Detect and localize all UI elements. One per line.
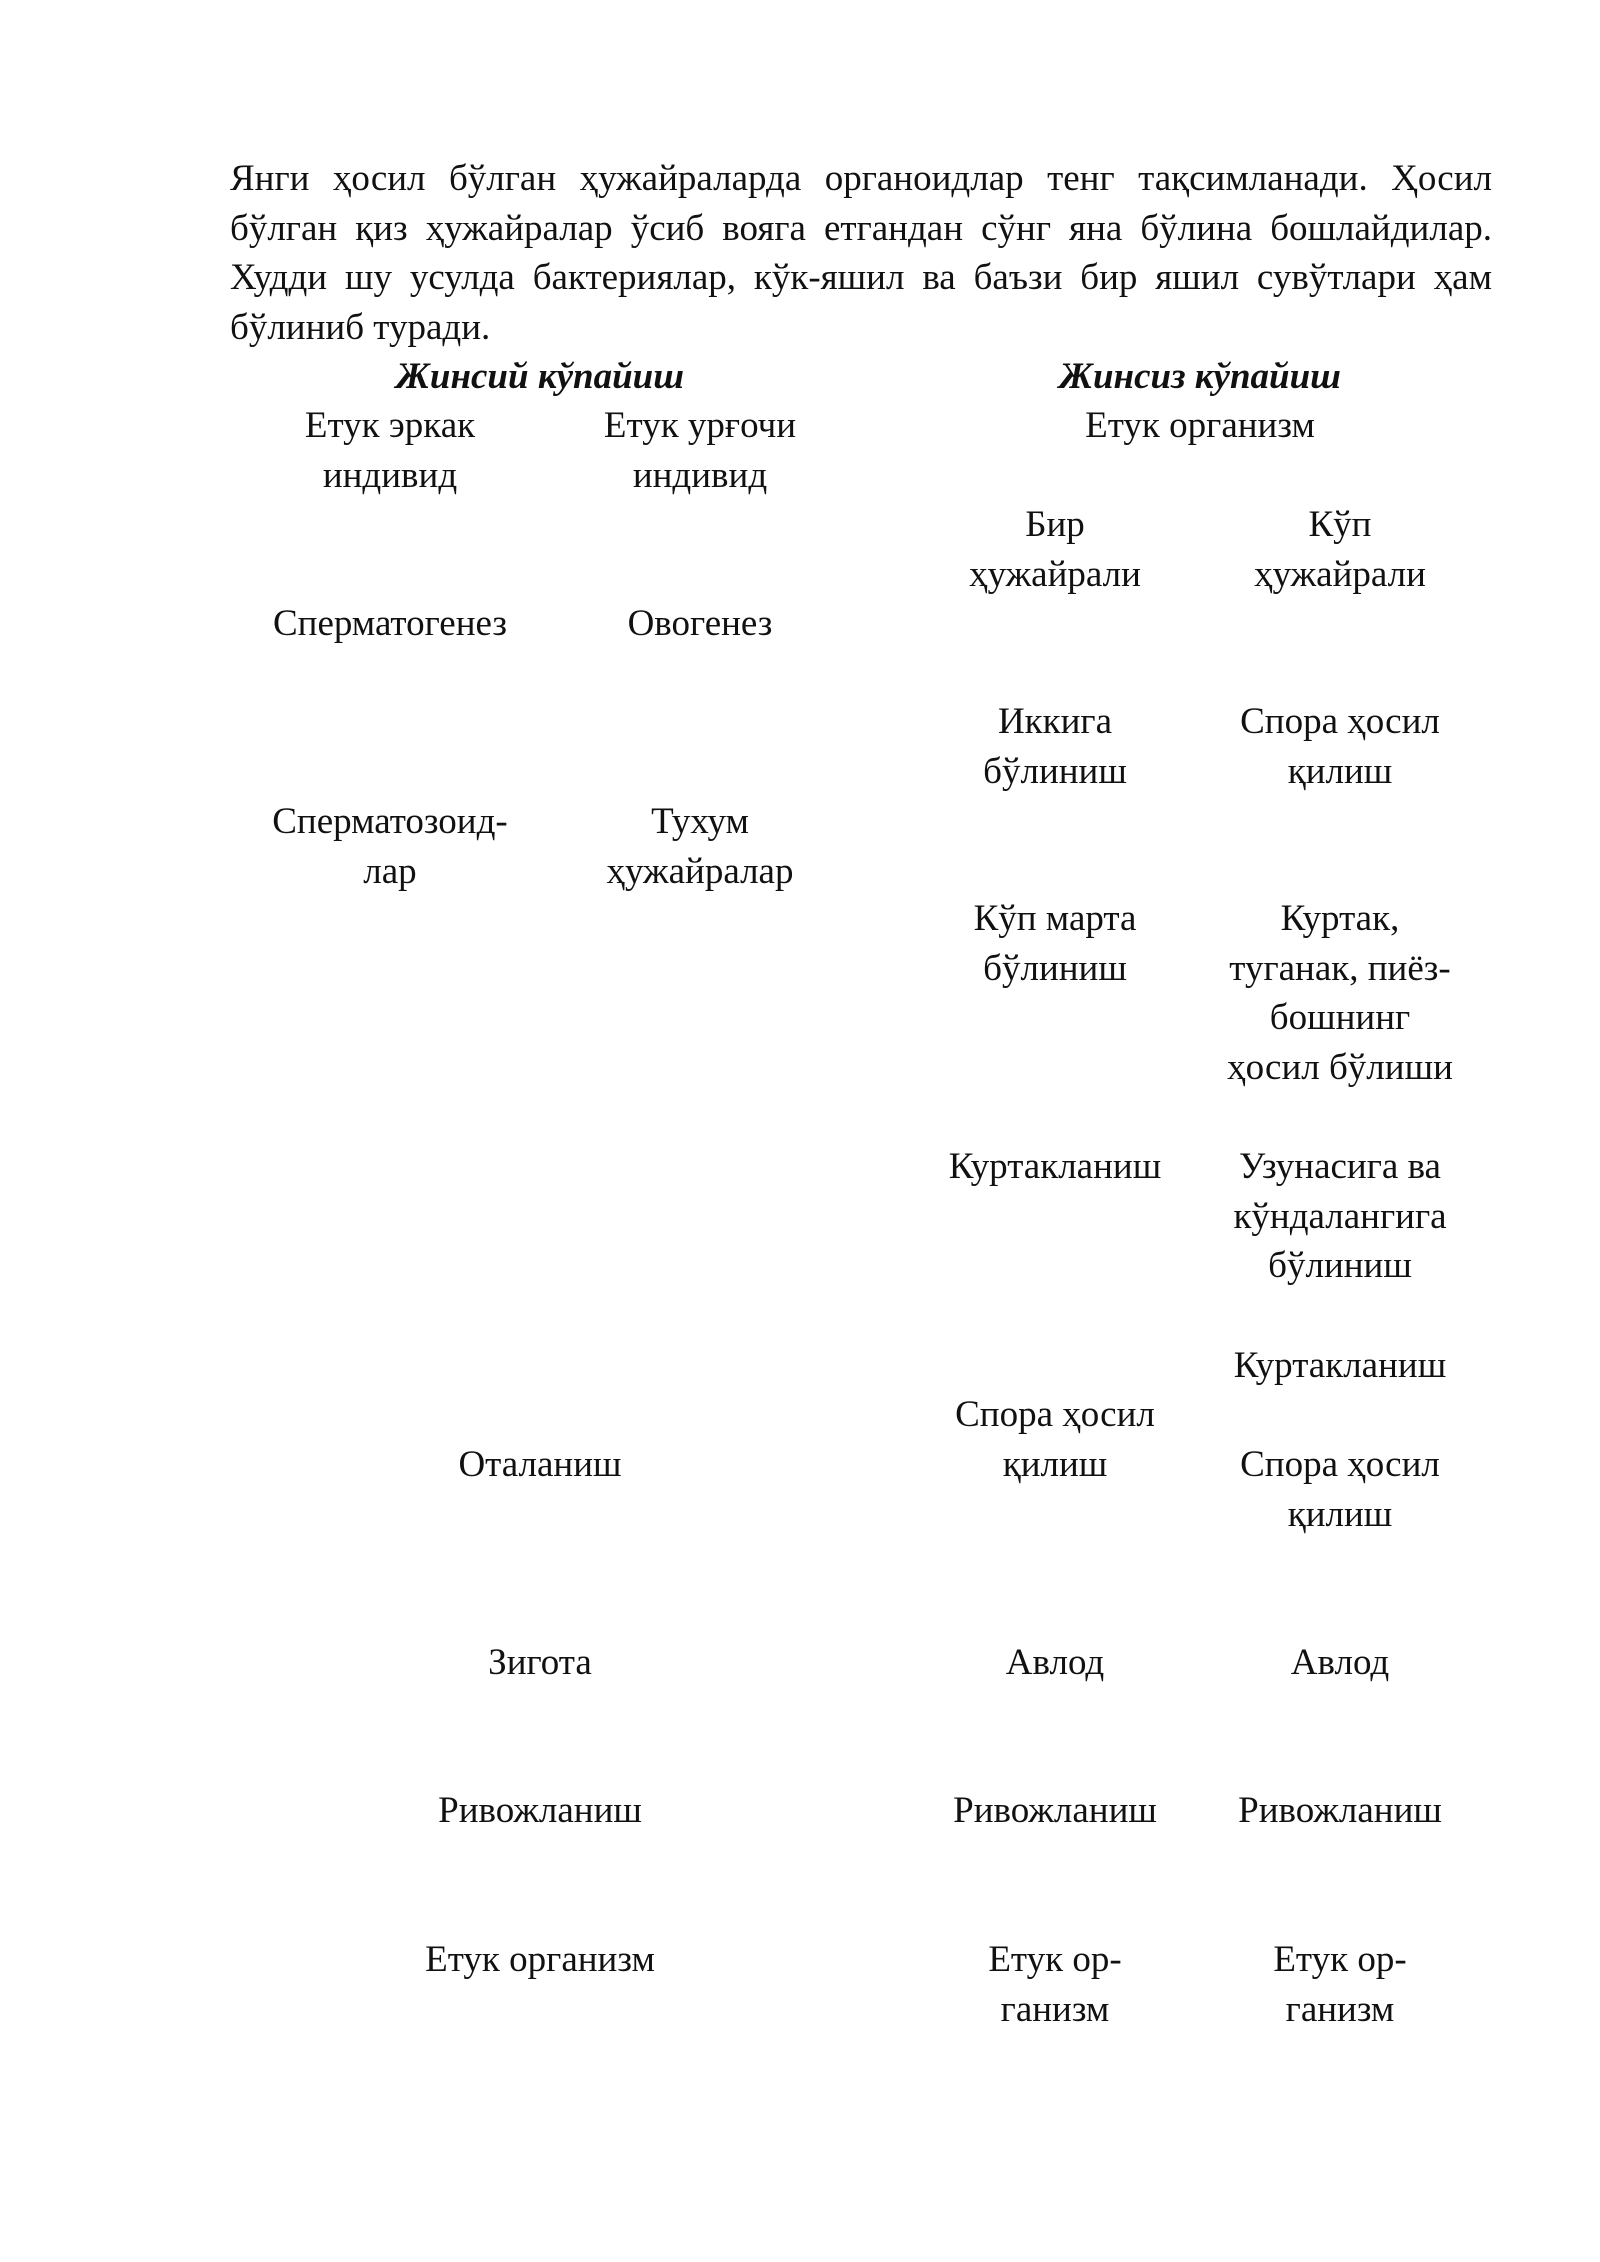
egg-cells: Тухум ҳужайралар — [606, 801, 794, 892]
multicellular-mature-organism: Етук ор- ганизм — [1273, 1939, 1407, 2030]
multicellular-method-vegetative-organs: Куртак, туганак, пиёз- бошнинг ҳосил бўлиши — [1227, 898, 1453, 1088]
unicellular-offspring: Авлод — [1005, 1642, 1105, 1683]
unicellular-development: Ривожланиш — [953, 1790, 1157, 1831]
multicellular-development: Ривожланиш — [1238, 1790, 1442, 1831]
multicellular-label: Кўп ҳужайрали — [1254, 504, 1426, 595]
female-individual: Етук урғочи индивид — [603, 405, 797, 496]
multicellular-method-spore-formation: Спора ҳосил қилиш — [1240, 701, 1440, 792]
fertilization: Оталаниш — [458, 1444, 622, 1485]
unicellular-method-spore-formation: Спора ҳосил қилиш — [955, 1394, 1155, 1485]
multicellular-offspring: Авлод — [1290, 1642, 1390, 1683]
multicellular-method-fragmentation: Узунасига ва кўндалангига бўлиниш — [1233, 1146, 1447, 1286]
sexual-development: Ривожланиш — [438, 1790, 642, 1831]
unicellular-method-binary-fission: Иккига бўлиниш — [983, 701, 1127, 792]
multicellular-method-spore-formation-2: Спора ҳосил қилиш — [1240, 1444, 1440, 1535]
asexual-reproduction-heading: Жинсиз кўпайиш — [1059, 356, 1341, 397]
asexual-mature-organism: Етук организм — [1085, 405, 1315, 446]
intro-paragraph: Янги ҳосил бўлган ҳужайраларда органоидлар тенг тақсимланади. Ҳосил бўлган қиз ҳужайралар ўсиб вояга етгандан сўнг яна бўлина бошлайдилар. Худди шу усулда бактериялар, кўк-яшил ва баъзи бир яшил сувўтлари ҳам бўлиниб туради. — [230, 158, 1492, 348]
unicellular-method-budding: Куртакланиш — [948, 1146, 1162, 1187]
male-individual: Етук эркак индивид — [304, 405, 476, 496]
sexual-reproduction-heading: Жинсий кўпайиш — [395, 356, 685, 397]
zygote: Зигота — [488, 1642, 592, 1683]
spermatogenesis: Сперматогенез — [272, 603, 508, 644]
spermatozoa: Сперматозоид- лар — [272, 801, 508, 892]
unicellular-mature-organism: Етук ор- ганизм — [988, 1939, 1122, 2030]
unicellular-method-multiple-fission: Кўп марта бўлиниш — [973, 898, 1137, 989]
unicellular-label: Бир ҳужайрали — [969, 504, 1141, 595]
sexual-mature-organism: Етук организм — [425, 1939, 655, 1980]
ovogenesis: Овогенез — [627, 603, 773, 644]
multicellular-method-budding: Куртакланиш — [1233, 1345, 1447, 1386]
